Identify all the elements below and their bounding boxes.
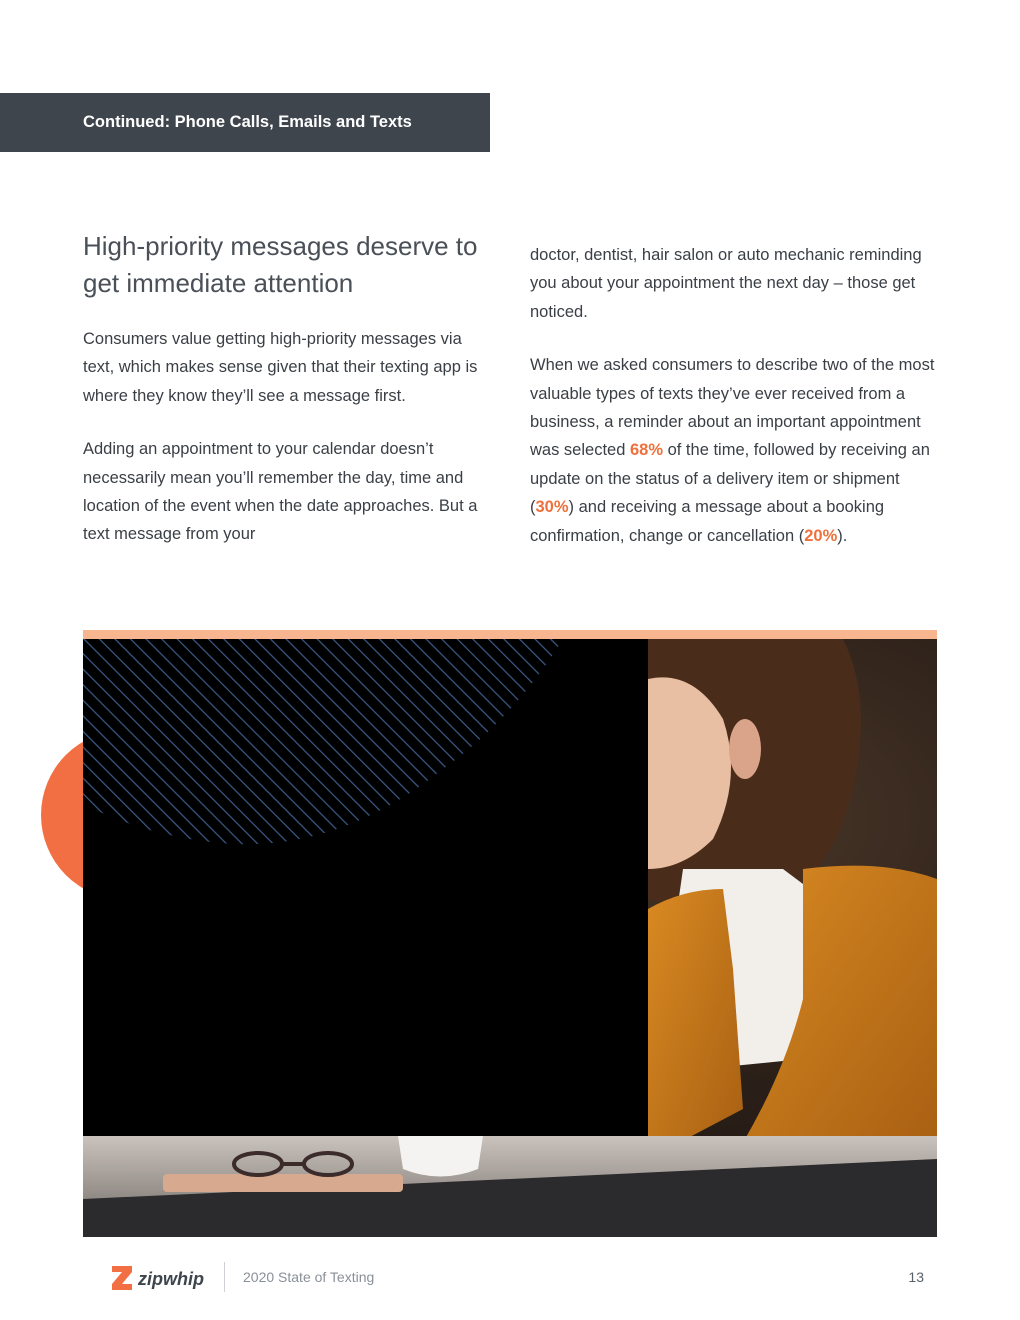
stat-highlight: 20%: [804, 526, 838, 545]
section-banner: [0, 93, 490, 152]
paragraph: Consumers value getting high-priority messages via text, which makes sense given that their texting app is where they know they’ll see a message first.: [83, 330, 478, 405]
image-overlay-panel: [83, 639, 648, 1136]
section-label: Continued: Phone Calls, Emails and Texts: [83, 113, 412, 131]
stats-paragraph: [530, 351, 945, 550]
logo-text: zipwhip: [138, 1269, 204, 1289]
text-run: ).: [837, 526, 848, 545]
hatch-pattern: [83, 639, 648, 1136]
left-column: [83, 325, 493, 574]
text-run: ) and receiving a message about a booking confirmation, change or cancellation (: [530, 498, 885, 545]
photo-accent-bar: [83, 630, 937, 639]
paragraph: doctor, dentist, hair salon or auto mechanic reminding you about your appointment the next day – those get noticed.: [530, 246, 922, 321]
text-run: When we asked consumers to describe two of the most valuable types of texts they’ve ever received from a business, a reminder about an important appointment was selected: [530, 356, 935, 460]
stat-highlight: 30%: [535, 498, 569, 517]
hero-photo: [83, 639, 937, 1237]
stat-highlight: 68%: [629, 441, 663, 460]
zipwhip-logo: [110, 1264, 210, 1292]
page-number: 13: [908, 1269, 924, 1285]
footer-publication: 2020 State of Texting: [243, 1269, 375, 1285]
article-heading: High-priority messages deserve to get immediate attention: [83, 231, 478, 298]
text-run: of the time, followed by receiving an update on the status of a delivery item or shipment (: [530, 441, 930, 517]
footer-divider: [224, 1262, 225, 1292]
right-column: [530, 241, 945, 575]
paragraph: Adding an appointment to your calendar doesn’t necessarily mean you’ll remember the day, time and location of the event when the date approaches. But a text message from your: [83, 440, 478, 544]
